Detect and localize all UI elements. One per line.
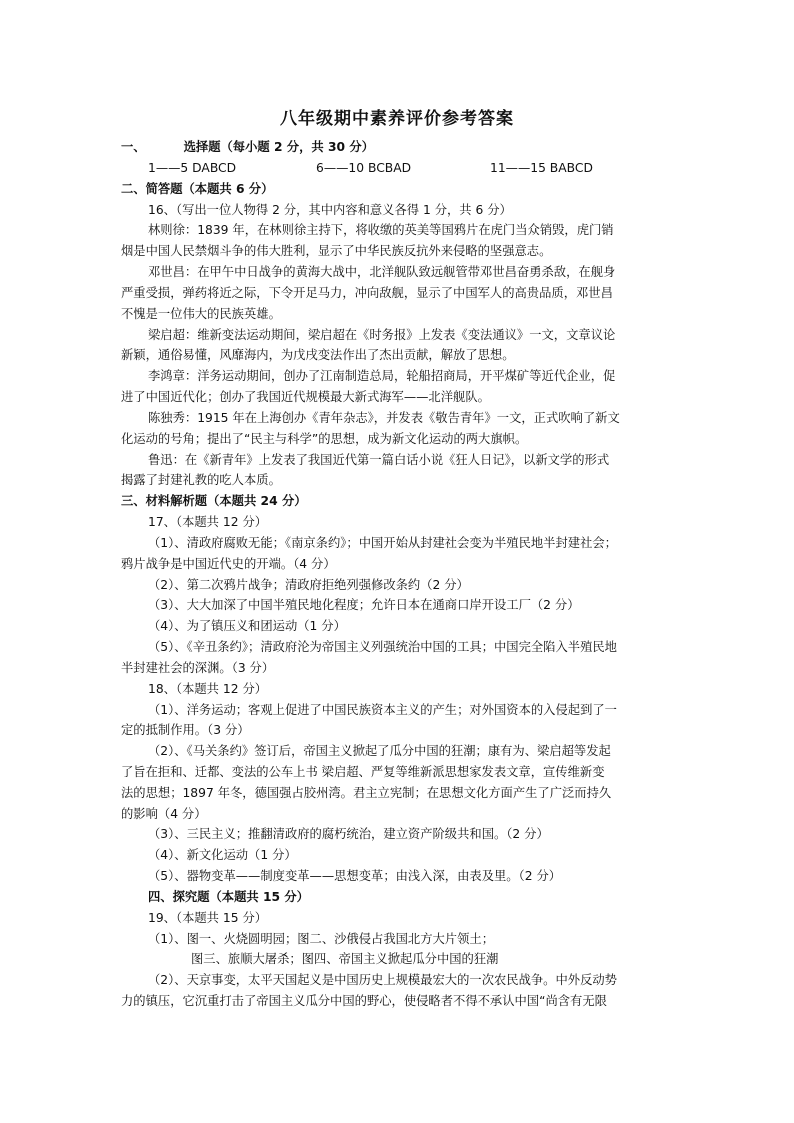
q16-deng-shichang-line-3: 不愧是一位伟大的民族英雄。 <box>121 307 281 321</box>
q16-lin-zexu-line-2: 烟是中国人民禁烟斗争的伟大胜利，显示了中华民族反抗外来侵略的坚强意志。 <box>121 244 552 258</box>
q18-2-line-4: 的影响（4 分） <box>121 807 207 821</box>
section-1-number: 一、 <box>121 140 146 154</box>
q19-2-line-2: 力的镇压，它沉重打击了帝国主义瓜分中国的野心，使侵略者不得不承认中国“尚含有无限 <box>121 994 607 1008</box>
q16-lin-zexu-line-1: 林则徐：1839 年，在林则徐主持下，将收缴的英美等国鸦片在虎门当众销毁，虎门销 <box>148 223 614 237</box>
q17-4: （4）、为了镇压义和团运动（1 分） <box>148 619 346 633</box>
q16-deng-shichang-line-2: 严重受损，弹药将近之际，下令开足马力，冲向敌舰，显示了中国军人的高贵品质，邓世昌 <box>121 286 613 300</box>
q17-5-line-1: （5）、《辛丑条约》；清政府沦为帝国主义列强统治中国的工具；中国完全陷入半殖民地 <box>148 640 617 654</box>
q17-2: （2）、第二次鸦片战争；清政府拒绝列强修改条约（2 分） <box>148 578 469 592</box>
section-2-heading: 二、简答题（本题共 6 分） <box>121 182 274 196</box>
q16-chen-duxiu-line-2: 化运动的号角；提出了“民主与科学”的思想，成为新文化运动的两大旗帜。 <box>121 432 528 446</box>
q17-1-line-1: （1）、清政府腐败无能；《南京条约》；中国开始从封建社会变为半殖民地半封建社会； <box>148 536 617 550</box>
q18-1-line-2: 定的抵制作用。（3 分） <box>121 723 250 737</box>
q17-5-line-2: 半封建社会的深渊。（3 分） <box>121 661 275 675</box>
q19-heading: 19、（本题共 15 分） <box>148 911 268 925</box>
q16-lu-xun-line-2: 揭露了封建礼教的吃人本质。 <box>121 473 281 487</box>
q19-1-line-1: （1）、图一、火烧圆明园；图二、沙俄侵占我国北方大片领土； <box>148 932 494 946</box>
q18-2-line-3: 法的思想；1897 年冬，德国强占胶州湾。君主立宪制；在思想文化方面产生了广泛而持久 <box>121 786 612 800</box>
q18-2-line-1: （2）、《马关条约》签订后，帝国主义掀起了瓜分中国的狂潮；康有为、梁启超等发起 <box>148 744 611 758</box>
q17-1-line-2: 鸦片战争是中国近代史的开端。（4 分） <box>121 557 336 571</box>
mcq-answer-1-5: 1——5 DABCD <box>148 161 237 175</box>
page-title: 八年级期中素养评价参考答案 <box>280 109 514 129</box>
q16-liang-qichao-line-2: 新颖，通俗易懂，风靡海内，为戊戌变法作出了杰出贡献，解放了思想。 <box>121 348 515 362</box>
section-1-heading <box>121 139 681 155</box>
q16-scoring-note: 16、（写出一位人物得 2 分，其中内容和意义各得 1 分，共 6 分） <box>148 203 512 217</box>
q17-3: （3）、大大加深了中国半殖民地化程度；允许日本在通商口岸开设工厂（2 分） <box>148 598 580 612</box>
q18-4: （4）、新文化运动（1 分） <box>148 848 297 862</box>
section-3-heading: 三、材料解析题（本题共 24 分） <box>121 494 307 508</box>
q16-chen-duxiu-line-1: 陈独秀：1915 年在上海创办《青年杂志》，并发表《敬告青年》一文，正式吹响了新文 <box>148 411 620 425</box>
q16-li-hongzhang-line-1: 李鸿章：洋务运动期间，创办了江南制造总局，轮船招商局，开平煤矿等近代企业，促 <box>148 369 616 383</box>
q16-deng-shichang-line-1: 邓世昌：在甲午中日战争的黄海大战中，北洋舰队致远舰管带邓世昌奋勇杀敌，在舰身 <box>148 265 616 279</box>
section-1-title: 选择题（每小题 2 分，共 30 分） <box>183 140 374 154</box>
q16-liang-qichao-line-1: 梁启超：维新变法运动期间，梁启超在《时务报》上发表《变法通议》一文，文章议论 <box>148 328 616 342</box>
q16-li-hongzhang-line-2: 进了中国近代化；创办了我国近代规模最大新式海军——北洋舰队。 <box>121 390 490 404</box>
q18-5: （5）、器物变革——制度变革——思想变革；由浅入深，由表及里。（2 分） <box>148 869 562 883</box>
q18-2-line-2: 了旨在拒和、迁都、变法的公车上书 梁启超、严复等维新派思想家发表文章，宣传维新变 <box>121 765 605 779</box>
q18-1-line-1: （1）、洋务运动；客观上促进了中国民族资本主义的产生；对外国资本的入侵起到了一 <box>148 703 617 717</box>
q19-2-line-1: （2）、天京事变，太平天国起义是中国历史上规模最宏大的一次农民战争。中外反动势 <box>148 973 617 987</box>
q18-heading: 18、（本题共 12 分） <box>148 682 268 696</box>
q17-heading: 17、（本题共 12 分） <box>148 515 268 529</box>
q16-lu-xun-line-1: 鲁迅：在《新青年》上发表了我国近代第一篇白话小说《狂人日记》，以新文学的形式 <box>148 453 610 467</box>
q19-1-line-2: 图三、旅顺大屠杀；图四、帝国主义掀起瓜分中国的狂潮 <box>191 952 499 966</box>
section-4-heading: 四、探究题（本题共 15 分） <box>148 890 309 904</box>
q18-3: （3）、三民主义；推翻清政府的腐朽统治，建立资产阶级共和国。（2 分） <box>148 827 549 841</box>
mcq-answer-11-15: 11——15 BABCD <box>490 161 593 175</box>
mcq-answer-6-10: 6——10 BCBAD <box>316 161 412 175</box>
